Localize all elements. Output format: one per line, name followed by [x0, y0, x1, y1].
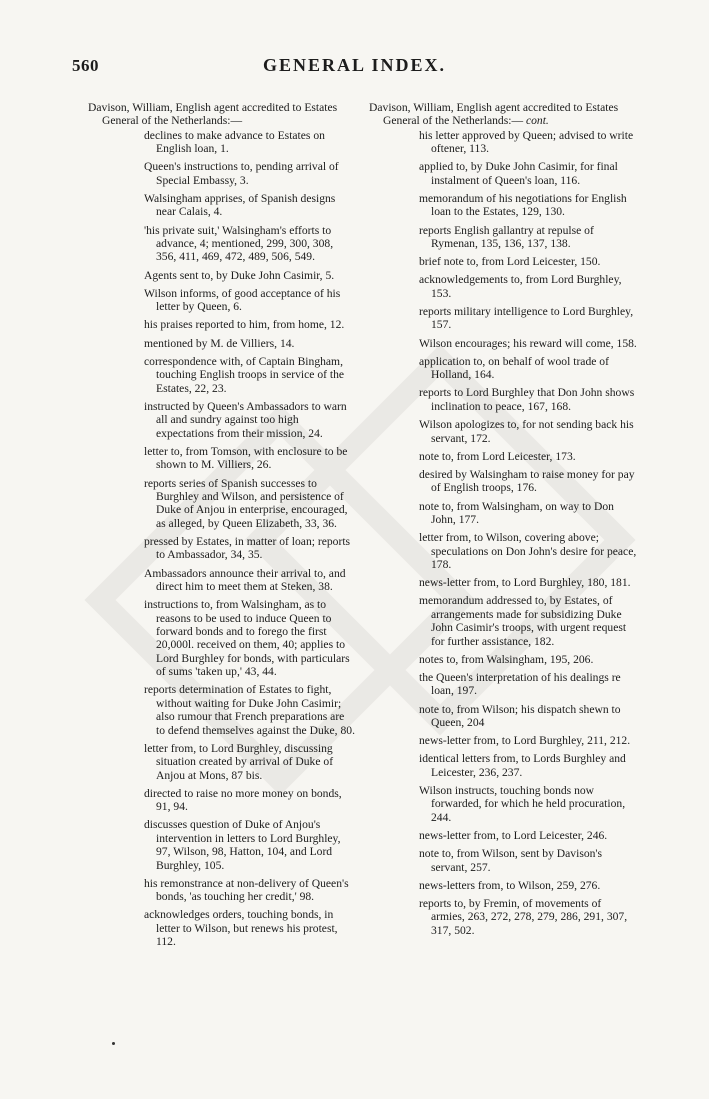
index-entry: letter to, from Tomson, with enclosure to be shown to M. Villiers, 26. — [144, 444, 348, 472]
index-entry: Wilson informs, of good acceptance of his letter by Queen, 6. — [144, 286, 341, 314]
index-entry: Ambassadors announce their arrival to, and direct him to meet them at Steken, 38. — [144, 566, 346, 593]
index-entry: reports to, by Fremin, of movements of armies, 263, 272, 278, 279, 286, 291, 307, 317, 502. — [419, 897, 628, 937]
index-entry: his remonstrance at non-delivery of Queen's bonds, 'as touching her credit,' 98. — [144, 876, 349, 904]
index-entry: directed to raise no more money on bonds, 91, 94. — [144, 786, 342, 814]
index-entry: his letter approved by Queen; advised to write oftener, 113. — [419, 128, 634, 156]
stray-mark — [112, 1042, 115, 1045]
continued-label: cont. — [525, 114, 549, 128]
index-entry: Wilson apologizes to, for not sending back his servant, 172. — [419, 418, 634, 445]
index-entry: application to, on behalf of wool trade of Holland, 164. — [419, 354, 609, 382]
index-entry: reports determination of Estates to fight, without waiting for Duke John Casimir; also rumour that French preparations are to defend themselves against the Duke, 80. — [144, 683, 355, 737]
index-entry: acknowledges orders, touching bonds, in letter to Wilson, but renews his protest, 112. — [144, 908, 338, 949]
index-entry: brief note to, from Lord Leicester, 150. — [419, 255, 601, 269]
index-entry: declines to make advance to Estates on English loan, 1. — [144, 128, 325, 156]
index-entry: Agents sent to, by Duke John Casimir, 5. — [144, 268, 335, 282]
index-entry: news-letter from, to Lord Burghley, 180, 181. — [419, 576, 631, 590]
index-entry-list — [88, 129, 356, 949]
index-entry: reports military intelligence to Lord Burghley, 157. — [419, 305, 634, 332]
index-entry: instructions to, from Walsingham, as to reasons to be used to induce Queen to forward bonds and to forego the first 20,000l. received on them, 40; applies to Lord Burghley for bonds, with particulars of sums 'taken up,' 43, 44. — [144, 598, 350, 679]
index-entry: reports English gallantry at repulse of Rymenan, 135, 136, 137, 138. — [419, 223, 594, 251]
index-entry: news-letters from, to Wilson, 259, 276. — [419, 878, 601, 892]
index-entry: note to, from Wilson; his dispatch shewn to Queen, 204 — [419, 702, 621, 729]
index-entry: mentioned by M. de Villiers, 14. — [144, 336, 295, 350]
index-entry: acknowledgements to, from Lord Burghley, 153. — [419, 273, 622, 300]
running-head: GENERAL INDEX. — [262, 55, 447, 75]
index-heading: Davison, William, English agent accredited to Estates General of the Netherlands:— — [88, 101, 338, 128]
index-entry: Walsingham apprises, of Spanish designs near Calais, 4. — [144, 192, 336, 219]
index-entry: discusses question of Duke of Anjou's intervention in letters to Lord Burghley, 97, Wilson, 98, Hatton, 104, and Lord Burghley, 105. — [144, 818, 341, 872]
index-entry: pressed by Estates, in matter of loan; reports to Ambassador, 34, 35. — [144, 534, 351, 562]
index-column-right — [369, 101, 637, 942]
index-entry: memorandum addressed to, by Estates, of arrangements made for subsidizing Duke John Casimir's troops, with urgent request for further assistance, 182. — [419, 594, 627, 648]
index-entry: letter from, to Lord Burghley, discussing situation created by arrival of Duke of Anjou at Mons, 87 bis. — [144, 741, 334, 782]
index-entry: note to, from Wilson, sent by Davison's servant, 257. — [419, 847, 603, 874]
index-entry: identical letters from, to Lords Burghley and Leicester, 236, 237. — [419, 752, 626, 779]
index-entry: desired by Walsingham to raise money for pay of English troops, 176. — [419, 467, 635, 495]
index-entry: reports series of Spanish successes to Burghley and Wilson, and persistence of Duke of Anjou in enterprise, encouraged, as alleged, by Queen Elizabeth, 33, 36. — [144, 476, 348, 530]
index-entry: note to, from Lord Leicester, 173. — [419, 449, 576, 463]
index-entry: applied to, by Duke John Casimir, for final instalment of Queen's loan, 116. — [419, 160, 618, 187]
index-entry: news-letter from, to Lord Burghley, 211, 212. — [419, 734, 631, 748]
index-entry: his praises reported to him, from home, 12. — [144, 318, 345, 332]
index-entry: news-letter from, to Lord Leicester, 246. — [419, 829, 608, 843]
index-entry: the Queen's interpretation of his dealings re loan, 197. — [419, 670, 621, 698]
index-entry: letter from, to Wilson, covering above; speculations on Don John's desire for peace, 178. — [419, 531, 637, 571]
heading-text: Davison, William, English agent accredited to Estates General of the Netherlands:— — [369, 101, 619, 128]
index-entry: correspondence with, of Captain Bingham, touching English troops in service of the Estates, 22, 23. — [144, 354, 345, 395]
index-entry: 'his private suit,' Walsingham's efforts to advance, 4; mentioned, 299, 300, 308, 356, 411, 469, 472, 489, 506, 549. — [144, 223, 334, 264]
page-number: 560 — [72, 56, 99, 75]
index-entry: Queen's instructions to, pending arrival of Special Embassy, 3. — [144, 160, 339, 187]
index-column-left — [88, 101, 356, 953]
index-entry: memorandum of his negotiations for English loan to the Estates, 129, 130. — [419, 192, 627, 219]
index-entry: instructed by Queen's Ambassadors to warn all and sundry against too high expectations from their mission, 24. — [144, 399, 347, 440]
index-entry: note to, from Walsingham, on way to Don John, 177. — [419, 499, 614, 526]
index-entry-list — [369, 129, 637, 937]
index-entry: notes to, from Walsingham, 195, 206. — [419, 652, 594, 666]
index-heading-continued — [369, 101, 637, 128]
index-entry: reports to Lord Burghley that Don John shows inclination to peace, 167, 168. — [419, 386, 635, 413]
index-entry: Wilson instructs, touching bonds now forwarded, for which he held procuration, 244. — [419, 784, 626, 824]
index-entry: Wilson encourages; his reward will come, 158. — [419, 336, 637, 350]
